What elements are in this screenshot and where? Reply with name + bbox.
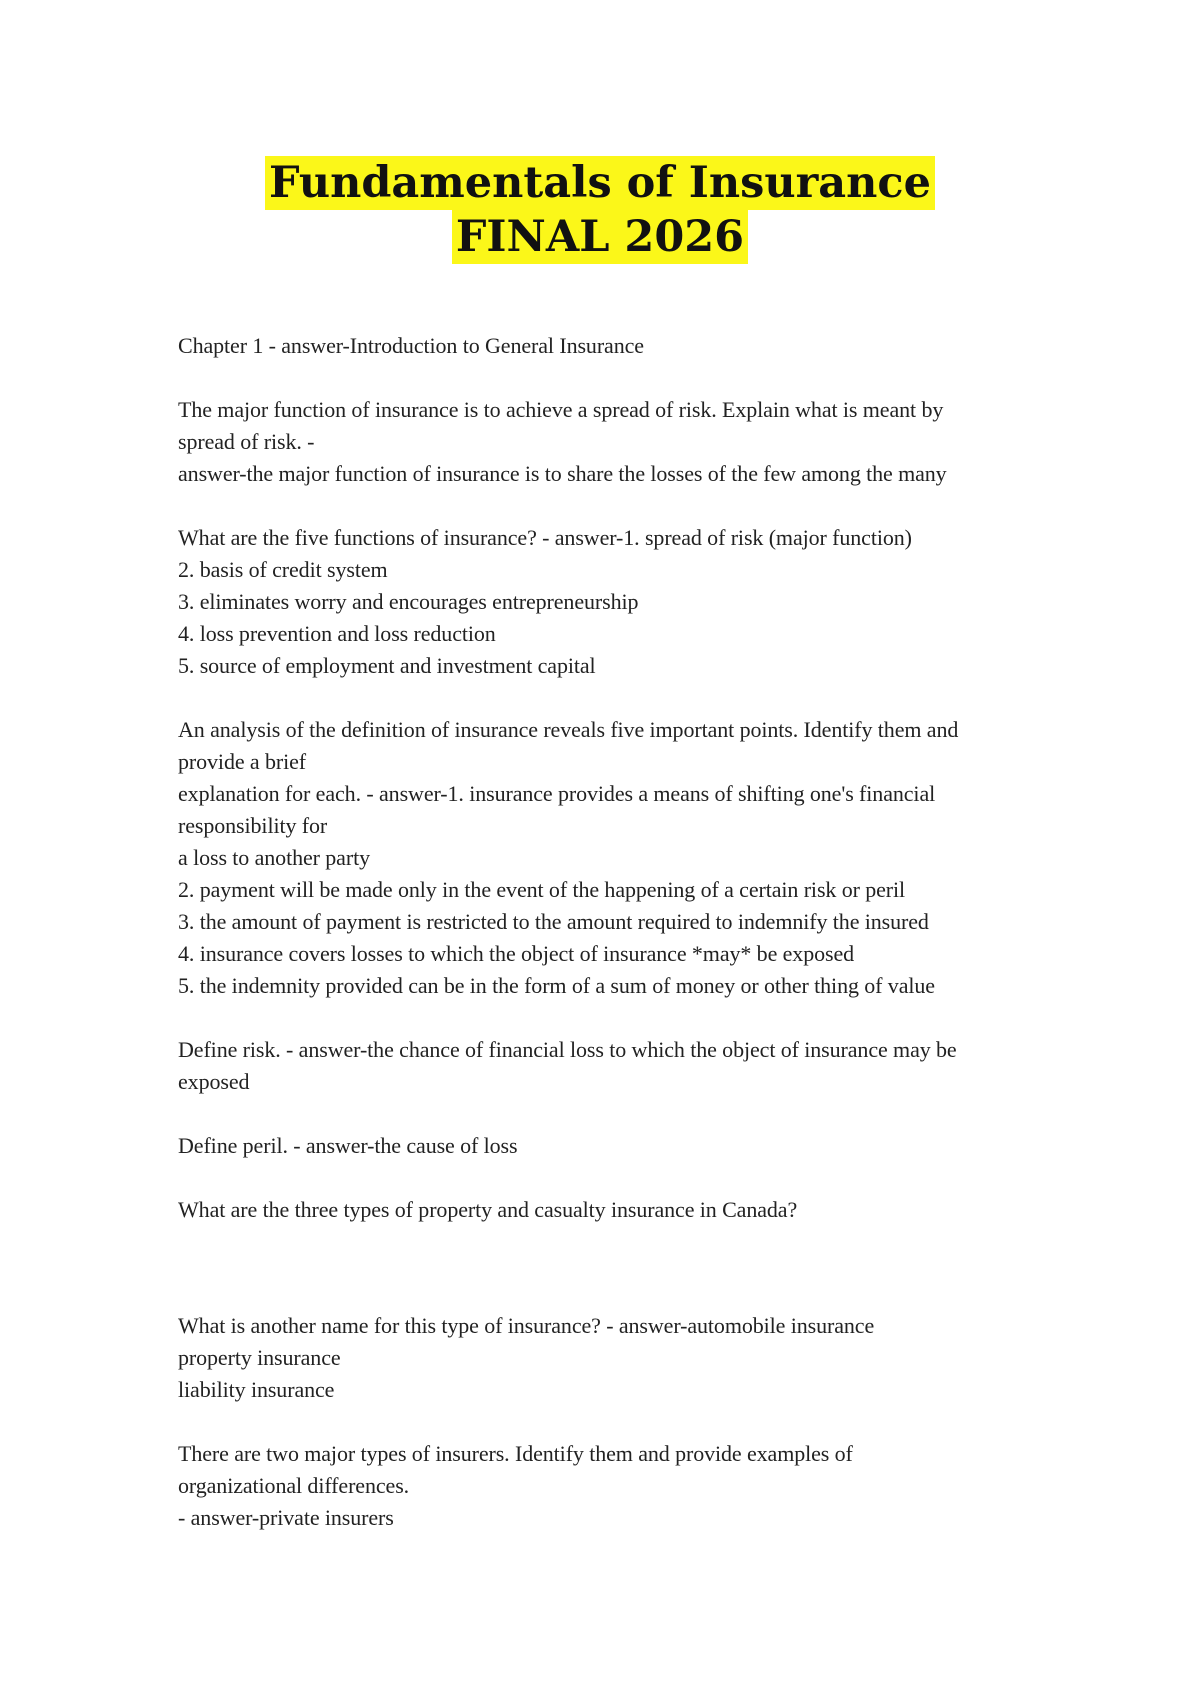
answer-line: 3. eliminates worry and encourages entrepreneurship [178,589,639,614]
question-line: There are two major types of insurers. Identify them and provide examples of [178,1441,853,1466]
answer-line: answer-the major function of insurance is to share the losses of the few among the many [178,461,947,486]
answer-line: exposed [178,1069,250,1094]
document-title [0,156,1200,264]
question-line: What are the five functions of insurance? - answer-1. spread of risk (major function) [178,525,912,550]
answer-line: a loss to another party [178,845,370,870]
question-line: The major function of insurance is to achieve a spread of risk. Explain what is meant by [178,397,944,422]
answer-line: - answer-private insurers [178,1505,394,1530]
question-line: spread of risk. - [178,429,315,454]
question-line: Define risk. - answer-the chance of financial loss to which the object of insurance may be [178,1037,957,1062]
paragraph-gap [178,682,1038,714]
answer-line: responsibility for [178,813,328,838]
document-body [178,330,1038,1534]
answer-line: explanation for each. - answer-1. insurance provides a means of shifting one's financial [178,781,936,806]
question-line: organizational differences. [178,1473,410,1498]
paragraph-gap [178,1098,1038,1130]
paragraph-gap [178,362,1038,394]
paragraph-gap [178,1162,1038,1194]
paragraph-gap [178,490,1038,522]
title-line-1: Fundamentals of Insurance [265,156,935,210]
answer-line: 5. the indemnity provided can be in the form of a sum of money or other thing of value [178,973,935,998]
answer-line: 5. source of employment and investment capital [178,653,596,678]
title-line-2: FINAL 2026 [452,210,748,264]
answer-line: 2. payment will be made only in the event of the happening of a certain risk or peril [178,877,906,902]
answer-line: property insurance [178,1345,341,1370]
question-line: An analysis of the definition of insurance reveals five important points. Identify them and [178,717,959,742]
answer-line: 4. insurance covers losses to which the object of insurance *may* be exposed [178,941,855,966]
answer-line: 2. basis of credit system [178,557,388,582]
question-line: What is another name for this type of insurance? - answer-automobile insurance [178,1313,875,1338]
paragraph-gap [178,1226,1038,1310]
chapter-heading: Chapter 1 - answer-Introduction to General Insurance [178,333,644,358]
answer-line: liability insurance [178,1377,335,1402]
question-line: provide a brief [178,749,306,774]
question-line: Define peril. - answer-the cause of loss [178,1133,518,1158]
paragraph-gap [178,1002,1038,1034]
question-line: What are the three types of property and casualty insurance in Canada? [178,1197,798,1222]
paragraph-gap [178,1406,1038,1438]
answer-line: 3. the amount of payment is restricted to the amount required to indemnify the insured [178,909,929,934]
answer-line: 4. loss prevention and loss reduction [178,621,496,646]
